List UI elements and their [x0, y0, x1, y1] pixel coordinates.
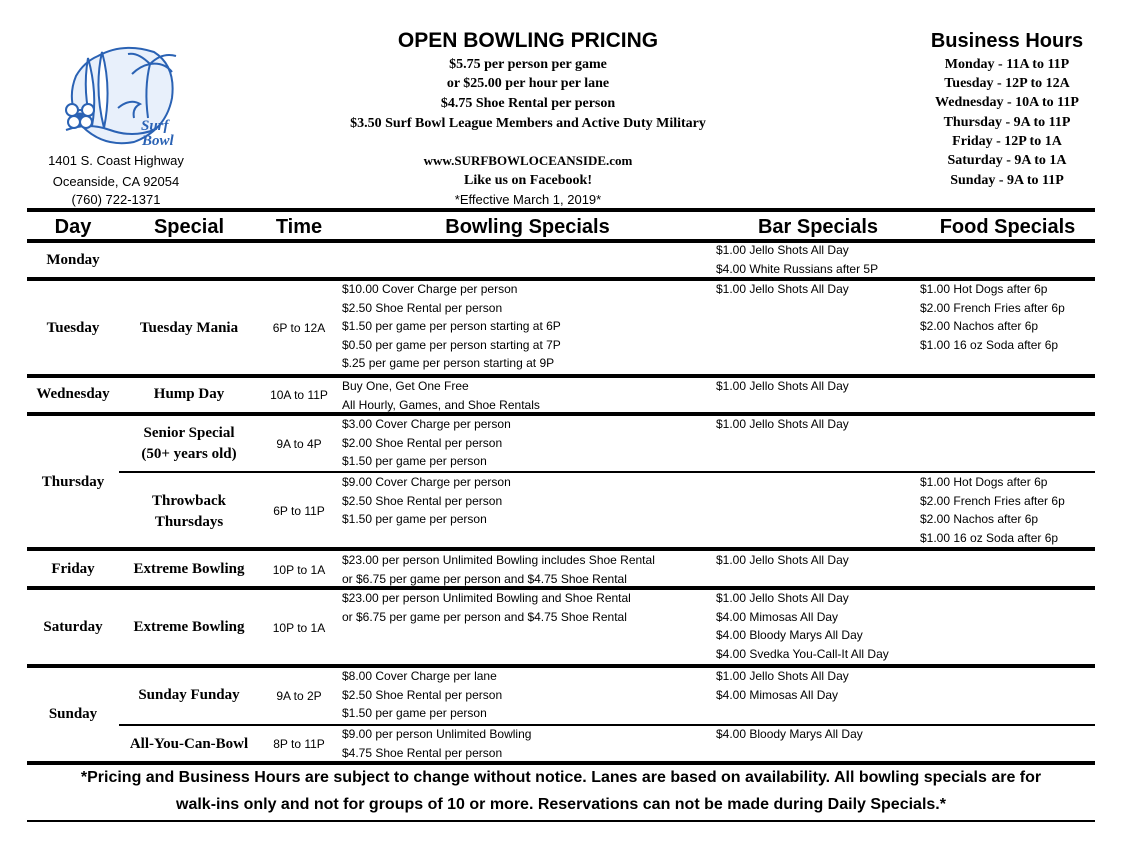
bar-special-item: $4.00 White Russians after 5P	[716, 261, 879, 276]
hours-line: Friday - 12P to 1A	[952, 134, 1062, 149]
bar-specials-tuesday	[716, 280, 849, 299]
food-special-item: $2.00 French Fries after 6p	[920, 493, 1065, 508]
subrow-divider	[119, 724, 1095, 726]
food-special-item: $1.00 Hot Dogs after 6p	[920, 282, 1048, 296]
hours-line: Monday - 11A to 11P	[944, 57, 1070, 72]
hours-line: Thursday - 9A to 11P	[943, 115, 1071, 130]
pricing-line: $3.50 Surf Bowl League Members and Active Duty Military	[350, 116, 706, 131]
bowling-special-item: $2.50 Shoe Rental per person	[342, 493, 503, 508]
bowling-special-item: $1.50 per game per person	[342, 454, 487, 468]
special-time: 6P to 11P	[273, 504, 325, 518]
special-name: Hump Day	[153, 386, 225, 402]
special-time: 8P to 11P	[273, 737, 325, 751]
bar-specials-saturday	[716, 589, 889, 663]
day-monday: Monday	[46, 252, 100, 268]
pricing-line: $5.75 per person per game	[449, 57, 607, 72]
bowling-specials-throwback	[342, 473, 511, 529]
address-line-city: Oceanside, CA 92054	[52, 174, 180, 189]
bowling-special-item: $23.00 per person Unlimited Bowling includes Shoe Rental	[342, 553, 655, 567]
bowling-special-item: $10.00 Cover Charge per person	[342, 282, 518, 296]
bar-specials-thursday	[716, 415, 849, 434]
bar-special-item: $1.00 Jello Shots All Day	[716, 379, 849, 393]
day-tuesday: Tuesday	[46, 320, 100, 336]
bowling-specials-senior	[342, 415, 511, 471]
food-special-item: $1.00 Hot Dogs after 6p	[920, 475, 1048, 489]
header-food-specials: Food Specials	[939, 216, 1076, 238]
hours-line: Saturday - 9A to 1A	[947, 153, 1067, 168]
bowling-specials-tuesday	[342, 280, 561, 373]
row-divider	[27, 412, 1095, 416]
pricing-title: OPEN BOWLING PRICING	[397, 29, 659, 52]
bowling-special-item: $1.50 per game per person	[342, 512, 487, 526]
bar-specials-all-you-can-bowl	[716, 725, 863, 744]
pricing-line: or $25.00 per hour per lane	[446, 76, 610, 91]
bar-special-item: $1.00 Jello Shots All Day	[716, 243, 849, 257]
surf-bowl-logo	[58, 38, 188, 152]
row-divider	[27, 374, 1095, 378]
bar-special-item: $1.00 Jello Shots All Day	[716, 282, 849, 296]
bowling-specials-wednesday	[342, 377, 540, 414]
bowling-special-item: $9.00 per person Unlimited Bowling	[342, 727, 532, 741]
bowling-special-item: $0.50 per game per person starting at 7P	[342, 337, 561, 352]
bar-special-item: $4.00 Bloody Marys All Day	[716, 727, 863, 741]
hours-line: Tuesday - 12P to 12A	[944, 76, 1070, 91]
bowling-special-item: Buy One, Get One Free	[342, 379, 469, 393]
special-time: 10A to 11P	[270, 388, 328, 402]
bar-special-item: $4.00 Mimosas All Day	[716, 609, 839, 624]
bowling-special-item: $3.00 Cover Charge per person	[342, 417, 511, 431]
bowling-special-item: $2.00 Shoe Rental per person	[342, 435, 503, 450]
food-specials-tuesday	[920, 280, 1065, 354]
bowling-special-item: $4.75 Shoe Rental per person	[342, 745, 503, 760]
bar-special-item: $1.00 Jello Shots All Day	[716, 553, 849, 567]
bowling-special-item: All Hourly, Games, and Shoe Rentals	[342, 397, 540, 412]
website-link[interactable]: www.SURFBOWLOCEANSIDE.com	[423, 153, 633, 168]
hours-line: Sunday - 9A to 11P	[950, 173, 1064, 188]
bowling-special-item: $9.00 Cover Charge per person	[342, 475, 511, 489]
special-name: All-You-Can-Bowl	[129, 736, 249, 752]
footer-disclaimer	[27, 764, 1095, 818]
food-special-item: $1.00 16 oz Soda after 6p	[920, 530, 1059, 545]
logo-text-bowl: Bowl	[142, 133, 174, 149]
header-time: Time	[275, 216, 323, 238]
bowling-special-item: $2.50 Shoe Rental per person	[342, 300, 503, 315]
food-special-item: $1.00 16 oz Soda after 6p	[920, 337, 1059, 352]
day-saturday: Saturday	[43, 619, 103, 635]
food-special-item: $2.00 Nachos after 6p	[920, 512, 1039, 526]
bowling-special-item: $1.50 per game per person	[342, 706, 487, 720]
table-top-rule	[27, 208, 1095, 212]
bar-special-item: $1.00 Jello Shots All Day	[716, 417, 849, 431]
day-thursday: Thursday	[41, 474, 105, 490]
address-line-phone: (760) 722-1371	[71, 192, 161, 207]
day-friday: Friday	[51, 561, 95, 577]
bar-special-item: $4.00 Svedka You-Call-It All Day	[716, 646, 889, 661]
special-name: Sunday Funday	[138, 687, 240, 703]
bowling-specials-sunday-funday	[342, 667, 502, 723]
bar-specials-sunday	[716, 667, 849, 704]
header-bar-specials: Bar Specials	[757, 216, 879, 238]
special-name: Tuesday Mania	[139, 320, 239, 336]
address-line-street: 1401 S. Coast Highway	[48, 153, 184, 168]
logo-text-surf: Surf	[141, 118, 169, 134]
bar-specials-monday	[716, 241, 878, 278]
bar-special-item: $4.00 Mimosas All Day	[716, 687, 839, 702]
bar-special-item: $4.00 Bloody Marys All Day	[716, 628, 863, 642]
special-name: Extreme Bowling	[133, 619, 245, 635]
footer-bottom-rule	[27, 820, 1095, 822]
special-time: 9A to 2P	[276, 689, 322, 703]
facebook-text: Like us on Facebook!	[464, 173, 592, 188]
header-special: Special	[153, 216, 225, 238]
bar-special-item: $1.00 Jello Shots All Day	[716, 591, 849, 605]
bowling-specials-friday	[342, 551, 655, 588]
food-special-item: $2.00 Nachos after 6p	[920, 319, 1039, 333]
special-time: 10P to 1A	[272, 621, 326, 635]
special-name-sub: (50+ years old)	[141, 446, 237, 462]
effective-date: *Effective March 1, 2019*	[454, 192, 602, 207]
footer-line: walk-ins only and not for groups of 10 or more. Reservations can not be made during Daily Specials.*	[176, 796, 946, 813]
bar-special-item: $1.00 Jello Shots All Day	[716, 669, 849, 683]
bowling-specials-saturday	[342, 589, 631, 626]
food-specials-thursday	[920, 473, 1065, 547]
hours-line: Wednesday - 10A to 11P	[935, 95, 1079, 110]
day-wednesday: Wednesday	[36, 386, 110, 402]
bowling-special-item: $23.00 per person Unlimited Bowling and Shoe Rental	[342, 591, 631, 605]
header-bowling-specials: Bowling Specials	[445, 216, 610, 238]
bowling-special-item: or $6.75 per game per person and $4.75 Shoe Rental	[342, 571, 627, 586]
special-time: 9A to 4P	[276, 437, 322, 451]
day-sunday: Sunday	[48, 706, 98, 722]
bowling-special-item: $.25 per game per person starting at 9P	[342, 356, 555, 370]
bowling-special-item: or $6.75 per game per person and $4.75 Shoe Rental	[342, 609, 627, 624]
special-name-sub: Thursdays	[154, 514, 224, 530]
hours-title: Business Hours	[930, 30, 1084, 52]
special-name: Throwback	[152, 493, 226, 509]
bowling-special-item: $2.50 Shoe Rental per person	[342, 687, 503, 702]
footer-line: *Pricing and Business Hours are subject to change without notice. Lanes are based on availability. All bowling specials are for	[80, 769, 1042, 786]
header-day: Day	[54, 216, 92, 238]
bar-specials-wednesday	[716, 377, 849, 396]
pricing-line: $4.75 Shoe Rental per person	[440, 96, 616, 111]
special-name: Extreme Bowling	[133, 561, 245, 577]
special-time: 10P to 1A	[272, 563, 326, 577]
food-special-item: $2.00 French Fries after 6p	[920, 300, 1065, 315]
bowling-specials-all-you-can-bowl	[342, 725, 531, 762]
row-divider	[27, 664, 1095, 668]
special-name: Senior Special	[143, 425, 235, 441]
bar-specials-friday	[716, 551, 849, 570]
bowling-special-item: $1.50 per game per person starting at 6P	[342, 319, 561, 333]
bowling-special-item: $8.00 Cover Charge per lane	[342, 669, 497, 683]
special-time: 6P to 12A	[272, 321, 326, 335]
